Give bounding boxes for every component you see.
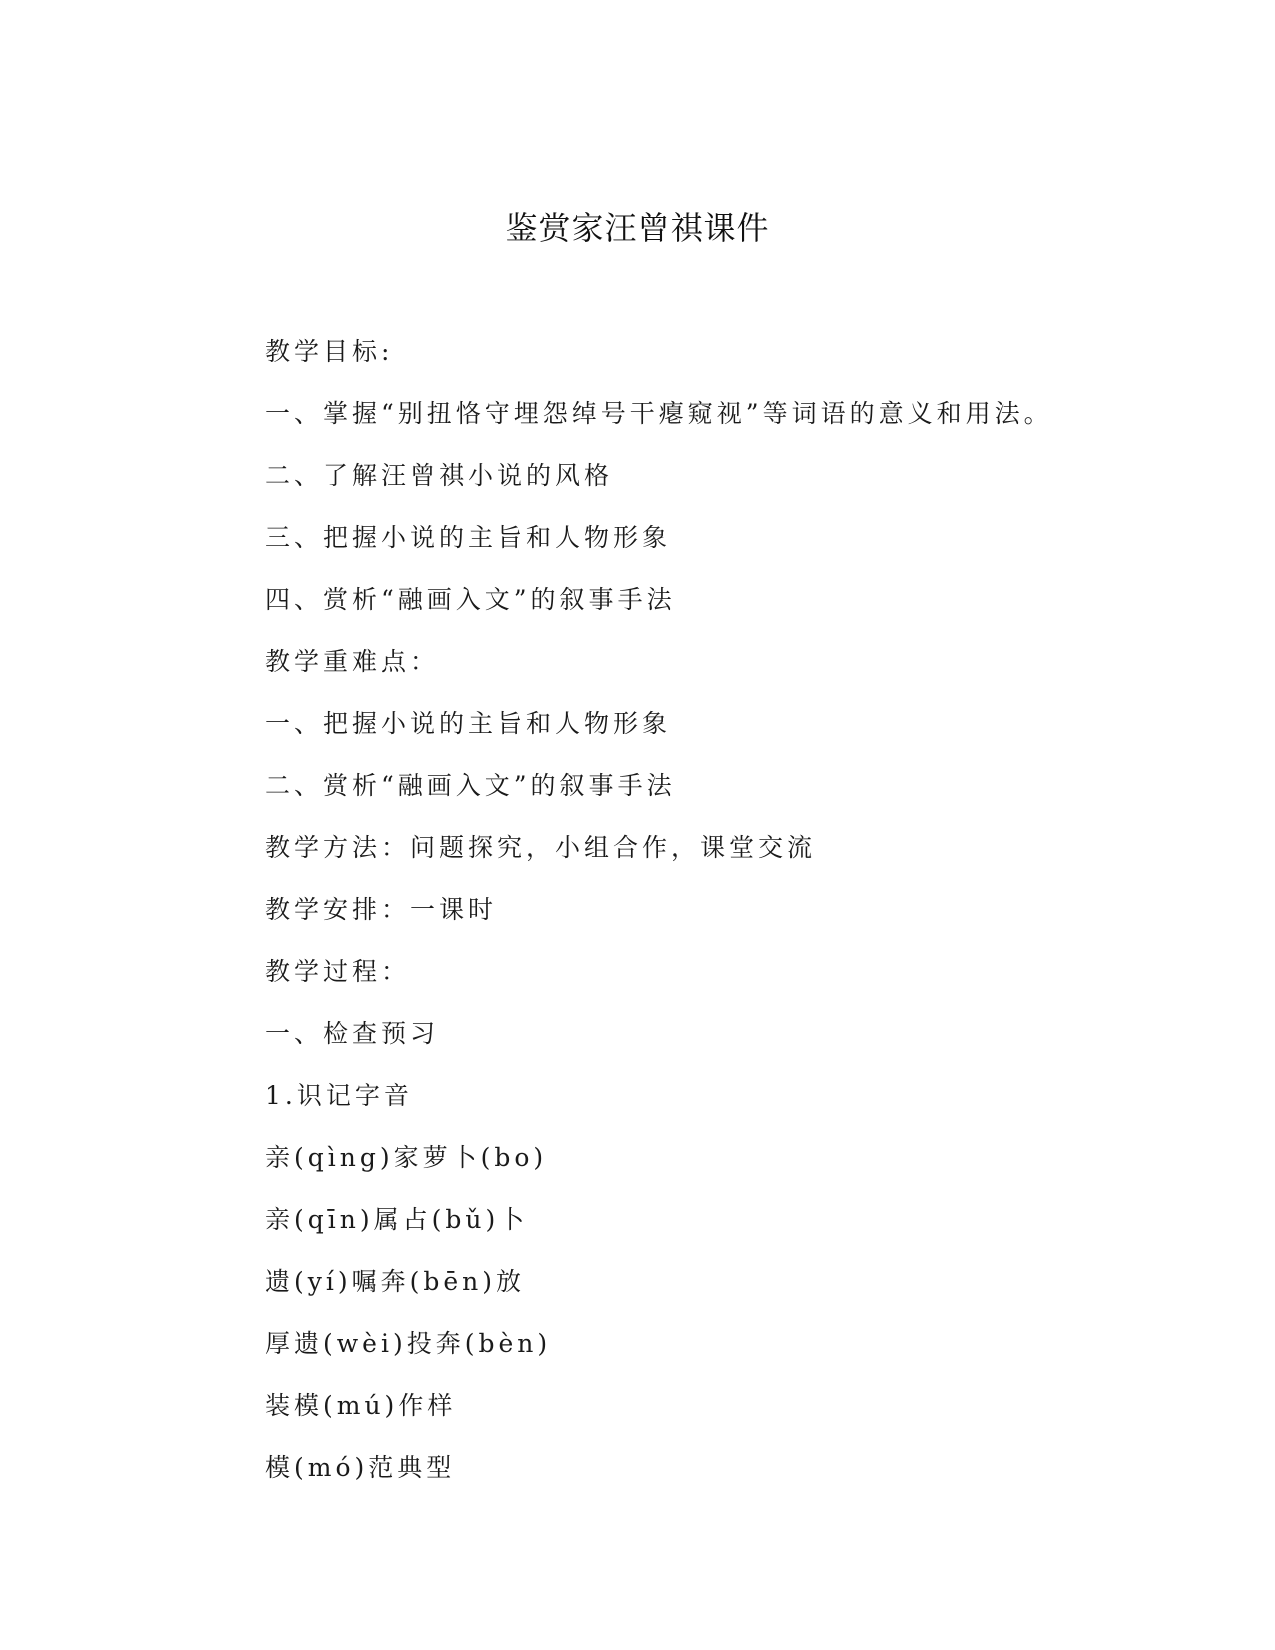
body-line: 四、赏析“融画入文”的叙事手法 bbox=[265, 585, 676, 614]
body-line: 装模(mú)作样 bbox=[265, 1391, 457, 1420]
body-line: 一、把握小说的主旨和人物形象 bbox=[265, 709, 672, 738]
body-line: 教学目标: bbox=[265, 337, 394, 366]
body-line: 教学方法：问题探究，小组合作，课堂交流 bbox=[265, 833, 817, 862]
body-line: 教学重难点： bbox=[265, 647, 440, 676]
body-line: 教学过程： bbox=[265, 957, 411, 986]
body-line: 教学安排：一课时 bbox=[265, 895, 498, 924]
body-line: 一、掌握“别扭恪守埋怨绰号干瘪窥视”等词语的意义和用法。 bbox=[265, 399, 1053, 428]
body-line: 二、赏析“融画入文”的叙事手法 bbox=[265, 771, 676, 800]
document-title: 鉴赏家汪曾祺课件 bbox=[505, 209, 770, 247]
body-line: 亲(qīn)属占(bǔ)卜 bbox=[265, 1205, 529, 1234]
body-line: 一、检查预习 bbox=[265, 1019, 440, 1048]
body-line: 遗(yí)嘱奔(bēn)放 bbox=[265, 1267, 526, 1296]
body-line: 厚遗(wèi)投奔(bèn) bbox=[265, 1329, 552, 1358]
body-line: 1.识记字音 bbox=[265, 1081, 413, 1110]
body-line: 模(mó)范典型 bbox=[265, 1453, 456, 1482]
body-line: 三、把握小说的主旨和人物形象 bbox=[265, 523, 672, 552]
body-line: 亲(qìng)家萝卜(bo) bbox=[265, 1143, 548, 1172]
document-body bbox=[265, 332, 1165, 1510]
body-line: 二、了解汪曾祺小说的风格 bbox=[265, 461, 614, 490]
